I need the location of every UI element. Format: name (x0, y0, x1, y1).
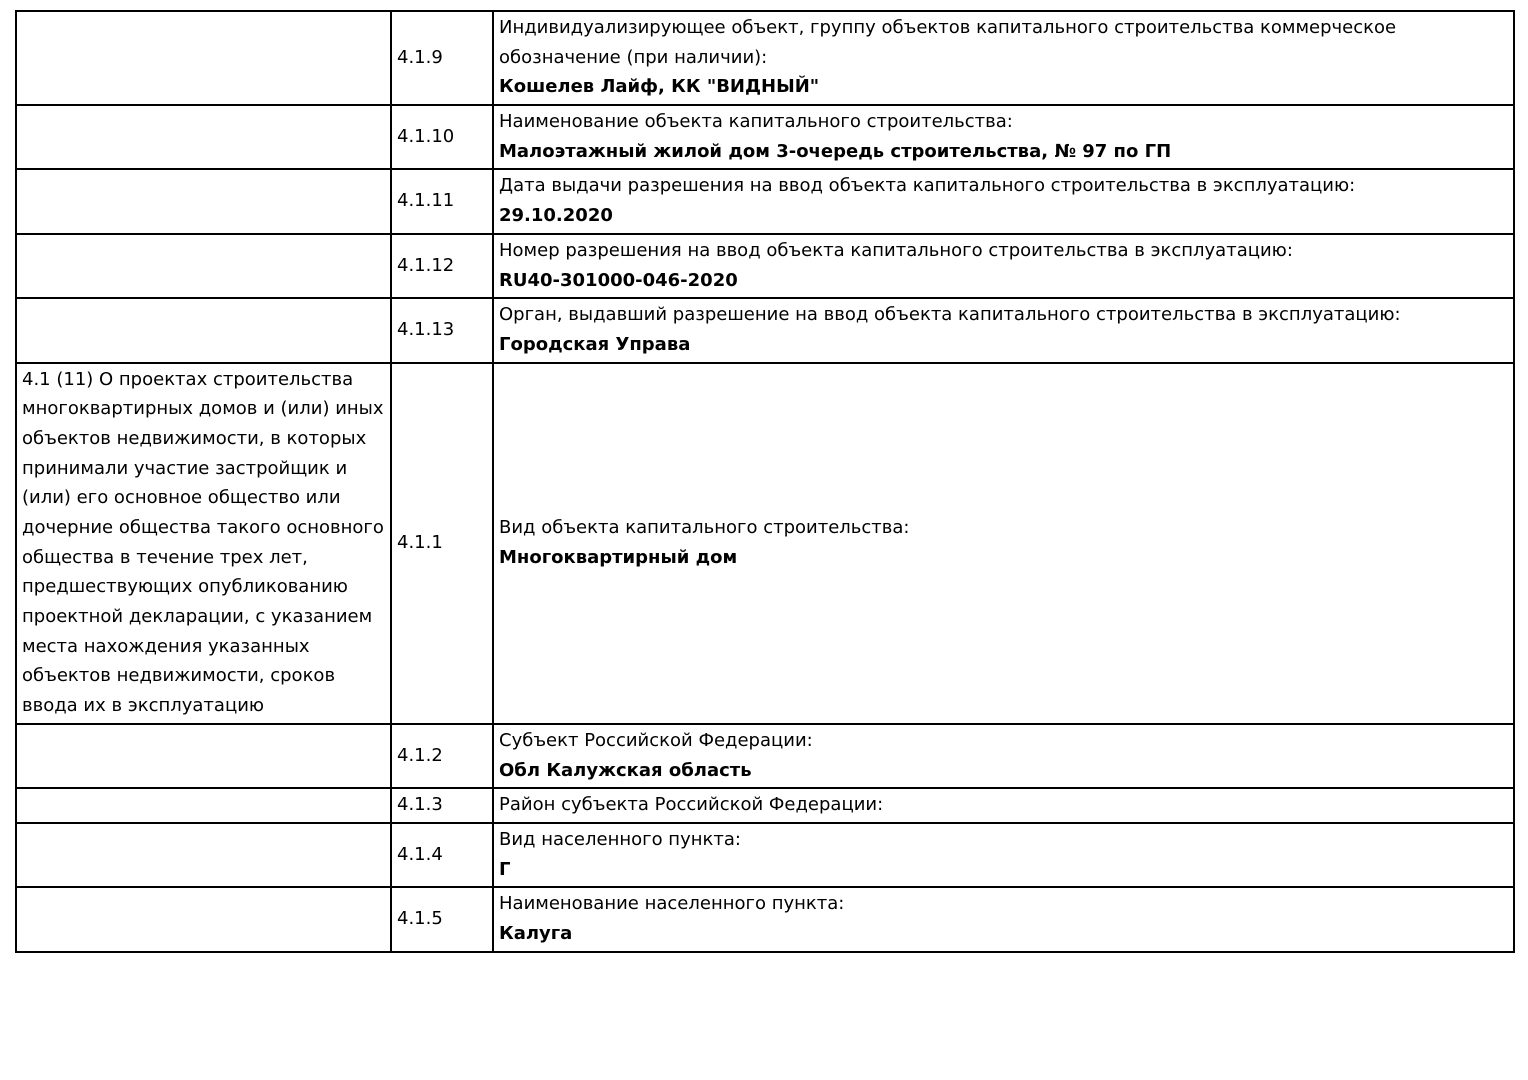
field-label: Вид объекта капитального строительства: (499, 517, 910, 538)
field-label: Дата выдачи разрешения на ввод объекта капитального строительства в эксплуатацию: (499, 175, 1356, 197)
section-cell (16, 298, 391, 362)
field-label: Наименование объекта капитального строительства: (499, 111, 1013, 133)
field-label: Наименование населенного пункта: (499, 893, 845, 915)
content-cell (493, 298, 1514, 362)
code-cell: 4.1.9 (391, 11, 493, 105)
field-value: 29.10.2020 (499, 205, 613, 227)
section-cell (16, 169, 391, 233)
section-cell (16, 823, 391, 887)
field-value: Г (499, 858, 511, 880)
code-cell: 4.1.5 (391, 887, 493, 951)
field-value: Калуга (499, 922, 573, 944)
table-row (16, 788, 1514, 823)
section-cell: 4.1 (11) О проектах строительства многоквартирных домов и (или) иных объектов недвижимости, в которых принимали участие застройщик и (или) его основное общество или дочерние общества такого основного общества в течение трех лет, предшествующих опубликованию проектной декларации, с указанием места нахождения указанных объектов недвижимости, сроков ввода их в эксплуатацию (16, 363, 391, 724)
section-cell (16, 105, 391, 169)
content-cell (493, 169, 1514, 233)
code-cell: 4.1.2 (391, 724, 493, 788)
section-cell (16, 788, 391, 823)
content-cell (493, 724, 1514, 788)
section-cell (16, 234, 391, 298)
content-cell (493, 11, 1514, 105)
field-value: Кошелев Лайф, КК "ВИДНЫЙ" (499, 76, 820, 98)
code-cell: 4.1.12 (391, 234, 493, 298)
code-cell: 4.1.1 (391, 363, 493, 724)
section-cell (16, 887, 391, 951)
declaration-table (15, 10, 1515, 953)
field-value: RU40-301000-046-2020 (499, 269, 738, 291)
content-cell (493, 788, 1514, 823)
code-cell: 4.1.3 (391, 788, 493, 823)
field-value: Малоэтажный жилой дом 3-очередь строительства, № 97 по ГП (499, 140, 1172, 162)
table-row (16, 11, 1514, 105)
field-value: Многоквартирный дом (499, 546, 738, 568)
field-value: Городская Управа (499, 333, 691, 355)
table-row (16, 724, 1514, 788)
section-cell (16, 11, 391, 105)
code-cell: 4.1.13 (391, 298, 493, 362)
content-cell (493, 887, 1514, 951)
field-label: Субъект Российской Федерации: (499, 729, 813, 751)
table-row (16, 234, 1514, 298)
table-row (16, 169, 1514, 233)
content-cell (493, 105, 1514, 169)
section-cell (16, 724, 391, 788)
field-label: Номер разрешения на ввод объекта капитального строительства в эксплуатацию: (499, 239, 1293, 261)
content-cell (493, 234, 1514, 298)
content-cell (493, 823, 1514, 887)
code-cell: 4.1.10 (391, 105, 493, 169)
table-row (16, 298, 1514, 362)
field-label: Вид населенного пункта: (499, 828, 741, 850)
table-row (16, 105, 1514, 169)
field-value: Обл Калужская область (499, 759, 752, 781)
table-row (16, 363, 1514, 724)
field-label: Район субъекта Российской Федерации: (499, 794, 884, 816)
code-cell: 4.1.4 (391, 823, 493, 887)
field-label: Индивидуализирующее объект, группу объектов капитального строительства коммерческое обозначение (при наличии): (499, 17, 1397, 68)
code-cell: 4.1.11 (391, 169, 493, 233)
content-cell (493, 363, 1514, 724)
table-row (16, 887, 1514, 951)
table-row (16, 823, 1514, 887)
field-label: Орган, выдавший разрешение на ввод объекта капитального строительства в эксплуатацию: (499, 304, 1401, 326)
